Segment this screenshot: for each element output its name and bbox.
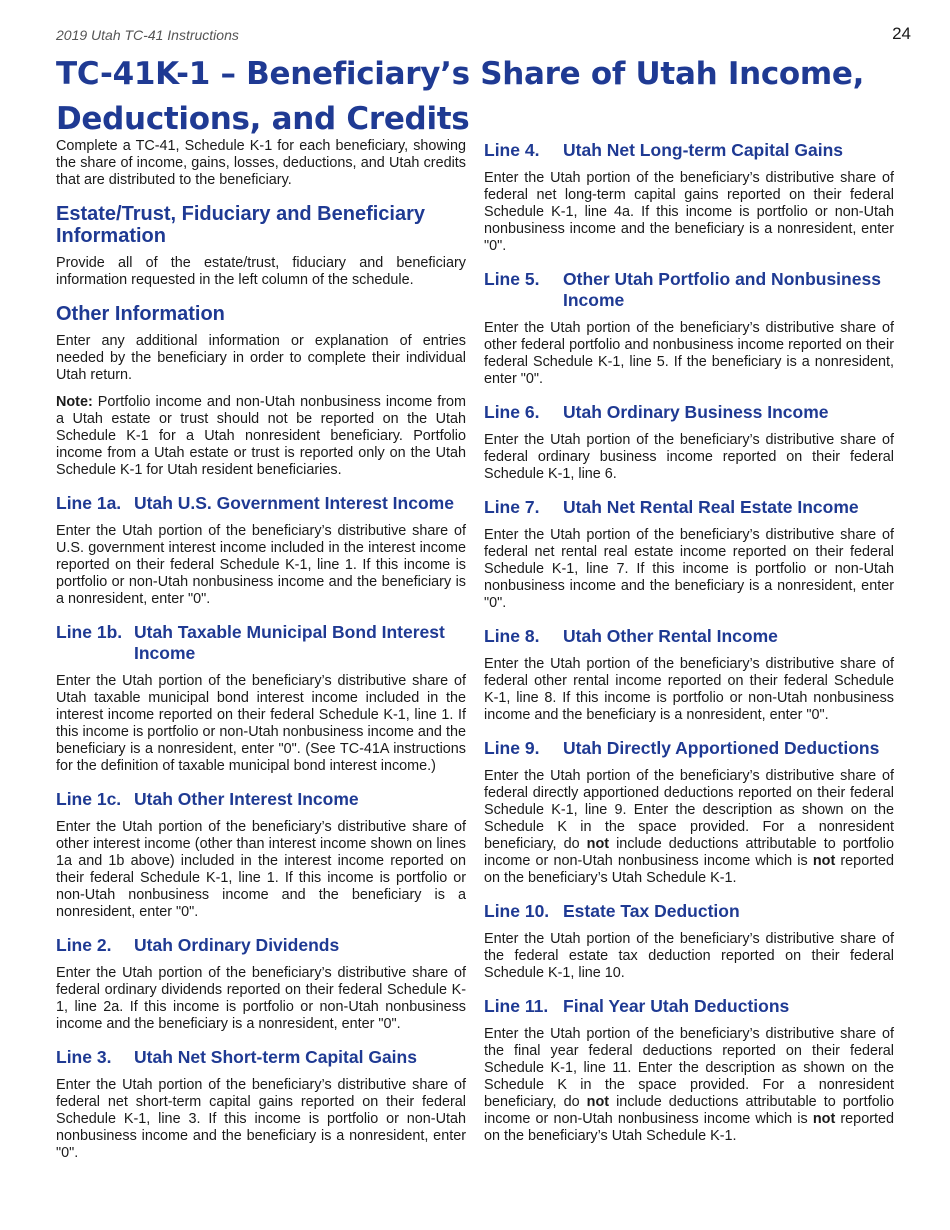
intro-paragraph: Complete a TC-41, Schedule K-1 for each beneficiary, showing the share of income, gains, losses, deductions, and Utah credits that are distributed to the beneficiary. — [56, 138, 466, 188]
line-number: Line 3. — [56, 1047, 112, 1067]
note-text: Portfolio income and non-Utah nonbusiness income from a Utah estate or trust should not be reported on the Utah Schedule K-1 for a Utah nonresident beneficiary. Portfolio income from a Utah estate or trust is reported only on the Utah Schedule K-1 for Utah resident beneficiaries. — [56, 394, 466, 478]
line-2-text: Enter the Utah portion of the beneficiary’s distributive share of federal ordinary dividends reported on their federal Schedule K-1, line 2a. If this income is portfolio or non-Utah nonbusiness income and the beneficiary is a nonresident, enter "0". — [56, 965, 466, 1032]
line-6-text: Enter the Utah portion of the beneficiary’s distributive share of federal ordinary business income reported on their federal Schedule K-1, line 6. — [484, 432, 894, 482]
line-10-heading — [484, 901, 894, 922]
line-title: Utah Taxable Municipal Bond Interest Income — [134, 622, 445, 663]
other-info-text: Enter any additional information or explanation of entries needed by the beneficiary in order to complete their individual Utah return. — [56, 333, 466, 383]
line-7-text: Enter the Utah portion of the beneficiary’s distributive share of federal net rental real estate income reported on their federal Schedule K-1, line 7. If this income is portfolio or non-Utah nonbusiness income and the beneficiary is a nonresident, enter "0". — [484, 527, 894, 611]
line-1c-text: Enter the Utah portion of the beneficiary’s distributive share of other interest income (other than interest income shown on lines 1a and 1b above) included in the interest income reported on their federal Schedule K-1, line 1. If this income is portfolio or non-Utah nonbusiness income and the beneficiary is a nonresident, enter "0". — [56, 819, 466, 920]
line-title: Utah Net Rental Real Estate Income — [563, 497, 859, 517]
line-9-text — [484, 768, 894, 887]
estate-info-text: Provide all of the estate/trust, fiduciary and beneficiary information requested in the left column of the schedule. — [56, 255, 466, 288]
line-1b-heading — [56, 622, 466, 664]
line-9-text-b: include deductions attributable to portfolio income or non-Utah nonbusiness income which is — [484, 836, 894, 869]
line-11-text-c: reported on the beneficiary’s Utah Schedule K-1. — [484, 1111, 894, 1144]
line-title: Utah Other Rental Income — [563, 626, 778, 646]
line-11-heading — [484, 996, 894, 1017]
line-number: Line 7. — [484, 497, 540, 517]
page-title: TC-41K-1 – Beneficiary’s Share of Utah Income, Deductions, and Credits — [56, 56, 865, 137]
line-number: Line 1a. — [56, 493, 122, 513]
line-1c-heading — [56, 789, 466, 810]
note-label: Note: — [56, 394, 93, 410]
line-title: Utah Net Long-term Capital Gains — [563, 140, 844, 160]
estate-info-heading: Estate/Trust, Fiduciary and Beneficiary Information — [56, 203, 426, 247]
line-title: Utah U.S. Government Interest Income — [134, 493, 454, 513]
line-11-text-b: include deductions attributable to portfolio income or non-Utah nonbusiness income which is — [484, 1094, 894, 1127]
line-title: Utah Directly Apportioned Deductions — [563, 738, 880, 758]
line-7-heading — [484, 497, 894, 518]
line-number: Line 9. — [484, 738, 540, 758]
line-11-bold-not-2: not — [812, 1111, 836, 1127]
line-1b-text: Enter the Utah portion of the beneficiary’s distributive share of Utah taxable municipal bond interest income included in the interest income reported on their federal Schedule K-1, line 1. If this income is portfolio or non-Utah nonbusiness income and the beneficiary is a nonresident, enter "0". (See TC-41A instructions for the definition of taxable municipal bond interest income.) — [56, 673, 466, 774]
line-6-heading — [484, 402, 894, 423]
line-title: Utah Other Interest Income — [134, 789, 359, 809]
line-number: Line 6. — [484, 402, 540, 422]
line-number: Line 11. — [484, 996, 549, 1016]
line-9-text-c: reported on the beneficiary’s Utah Schedule K-1. — [484, 853, 894, 886]
line-number: Line 1b. — [56, 622, 123, 642]
line-11-text — [484, 1026, 894, 1145]
left-column — [56, 138, 466, 1172]
line-4-text: Enter the Utah portion of the beneficiary’s distributive share of federal net long-term capital gains reported on their federal Schedule K-1, line 4a. If this income is portfolio or non-Utah nonbusiness income and the beneficiary is a nonresident, enter "0". — [484, 170, 894, 254]
line-2-heading — [56, 935, 466, 956]
line-5-heading — [484, 269, 894, 311]
line-1a-heading — [56, 493, 466, 514]
line-9-text-a: Enter the Utah portion of the beneficiary’s distributive share of federal directly apportioned deductions reported on their federal Schedule K-1, line 9. Enter the description as shown on the Schedule K in the space provided. For a nonresident beneficiary, do — [484, 768, 894, 852]
page-number: 24 — [892, 24, 911, 43]
line-9-bold-not-2: not — [812, 853, 836, 869]
note-paragraph — [56, 394, 466, 479]
line-number: Line 10. — [484, 901, 550, 921]
line-11-bold-not-1: not — [586, 1094, 610, 1110]
other-info-heading: Other Information — [56, 303, 225, 325]
line-title: Final Year Utah Deductions — [563, 996, 790, 1016]
line-9-bold-not-1: not — [586, 836, 610, 852]
line-number: Line 5. — [484, 269, 540, 289]
line-number: Line 1c. — [56, 789, 122, 809]
line-title: Utah Ordinary Business Income — [563, 402, 829, 422]
line-1a-text: Enter the Utah portion of the beneficiary’s distributive share of U.S. government interest income included in the interest income reported on their federal Schedule K-1, line 1. If this income is portfolio or non-Utah nonbusiness income and the beneficiary is a nonresident, enter "0". — [56, 523, 466, 607]
line-5-text: Enter the Utah portion of the beneficiary’s distributive share of other federal portfolio and nonbusiness income reported on their federal Schedule K-1, line 5. If the beneficiary is a nonresident, enter "0". — [484, 320, 894, 387]
line-3-text: Enter the Utah portion of the beneficiary’s distributive share of federal net short-term capital gains reported on their federal Schedule K-1, line 3. If this income is portfolio or non-Utah nonbusiness income and the beneficiary is a nonresident, enter "0". — [56, 1077, 466, 1161]
line-number: Line 8. — [484, 626, 540, 646]
line-10-text: Enter the Utah portion of the beneficiary’s distributive share of the federal estate tax deduction reported on their federal Schedule K-1, line 10. — [484, 931, 894, 981]
line-9-heading — [484, 738, 894, 759]
line-title: Utah Ordinary Dividends — [134, 935, 340, 955]
line-8-heading — [484, 626, 894, 647]
running-header: 2019 Utah TC-41 Instructions — [56, 27, 239, 43]
line-number: Line 2. — [56, 935, 112, 955]
line-11-text-a: Enter the Utah portion of the beneficiary’s distributive share of the final year federal deductions reported on their federal Schedule K-1, line 11. Enter the description as shown on the Schedule K in the space provided. For a nonresident beneficiary, do — [484, 1026, 894, 1110]
line-title: Other Utah Portfolio and Nonbusiness Income — [563, 269, 881, 310]
line-number: Line 4. — [484, 140, 540, 160]
line-title: Utah Net Short-term Capital Gains — [134, 1047, 417, 1067]
line-4-heading — [484, 140, 894, 161]
line-title: Estate Tax Deduction — [563, 901, 740, 921]
line-8-text: Enter the Utah portion of the beneficiary’s distributive share of federal other rental income reported on their federal Schedule K-1, line 8. If this income is portfolio or non-Utah nonbusiness income and the beneficiary is a nonresident, enter "0". — [484, 656, 894, 723]
right-column — [484, 140, 894, 1155]
line-3-heading — [56, 1047, 466, 1068]
